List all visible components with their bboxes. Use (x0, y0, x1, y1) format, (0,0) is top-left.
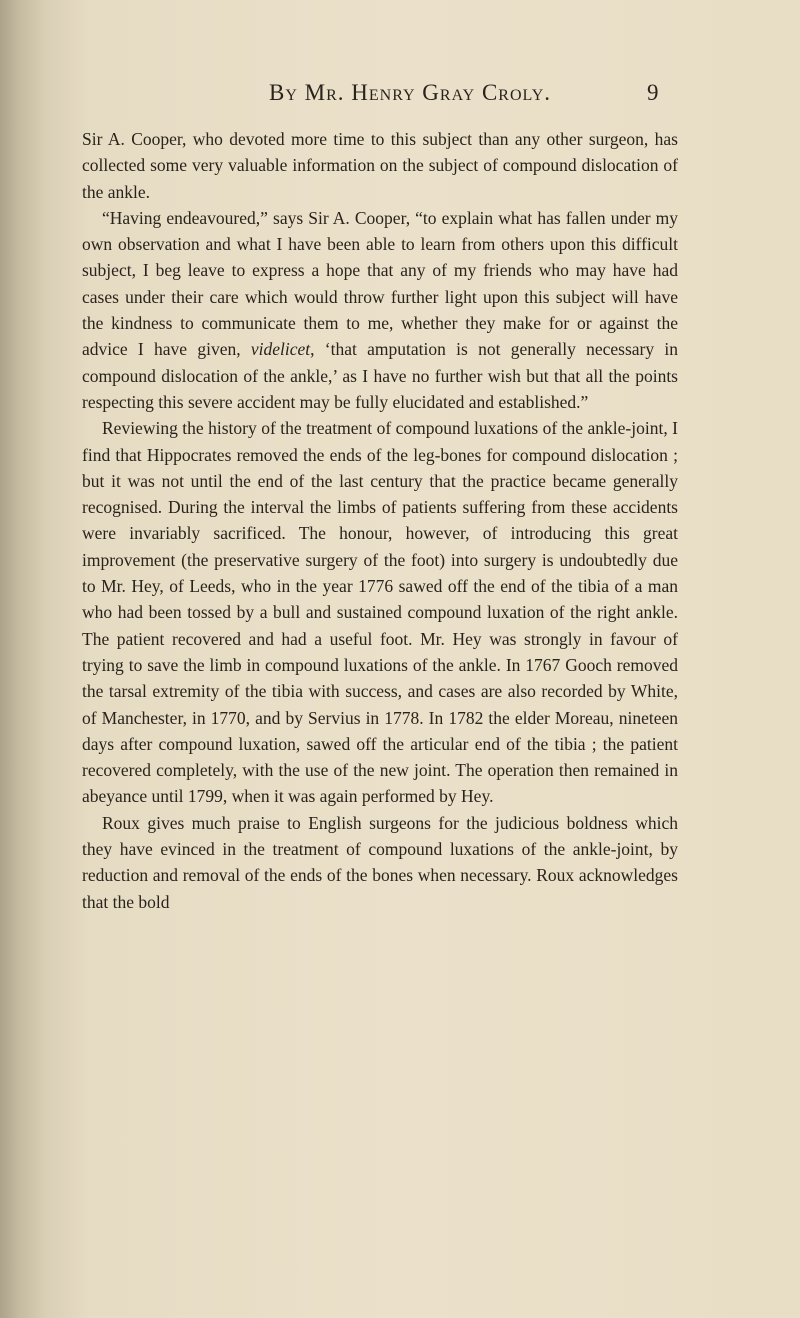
paragraph-cooper-intro: Sir A. Cooper, who devoted more time to this subject than any other surgeon, has collected some very valuable information on the subject of compound dislocation of the ankle. (82, 129, 678, 202)
quote-text-after: , ‘that amputation is not generally necessary in compound dislocation of the ankle,’ as I have no further wish but that all the points respecting this severe accident may be fully elucidated and established.” (82, 339, 679, 412)
paragraph-roux: Roux gives much praise to English surgeons for the judicious boldness which they have evinced in the treatment of compound luxations of the ankle-joint, by reduction and removal of the ends of the bones when necessary. Roux acknowledges that the bold (82, 812, 678, 912)
paragraph-history: Reviewing the history of the treatment of compound luxations of the ankle-joint, I find that Hippocrates removed the ends of the leg-bones for compound dislocation ; but it was not until the end of the last century that the practice became generally recognised. During the interval the limbs of patients suffering from these accidents were invariably sacrificed. The honour, however, of introducing this great improvement (the preservative surgery of the foot) into surgery is undoubtedly due to Mr. Hey, of Leeds, who in the year 1776 sawed off the end of the tibia of a man who had been tossed by a bull and sustained compound luxation of the right ankle. The patient recovered and had a useful foot. Mr. Hey was strongly in favour of trying to save the limb in compound luxations of the ankle. In 1767 Gooch removed the tarsal extremity of the tibia with success, and cases are also recorded by White, of Manchester, in 1770, and by Servius in 1778. In 1782 the elder Moreau, nineteen days after compound luxation, sawed off the articular end of the tibia ; the patient recovered completely, with the use of the new joint. The operation then remained in abeyance until 1799, when it was again performed by Hey. (82, 418, 678, 807)
page-number: 9 (647, 80, 659, 105)
page-body (82, 126, 678, 915)
italic-videlicet: videlicet (250, 339, 311, 360)
quote-text-before: “Having endeavoured,” says Sir A. Cooper, “to explain what has fallen under my own observation and what I have been able to learn from others upon this difficult subject, I beg leave to express a hope that any of my friends who may have had cases under their care which would throw further light upon this subject will have the kindness to communicate them to me, whether they make for or against the advice I have given, (82, 207, 678, 360)
binding-gutter-shadow (0, 0, 46, 1318)
running-head: By Mr. Henry Gray Croly. (268, 80, 552, 105)
paragraph-cooper-quote (82, 205, 678, 415)
page-header (0, 80, 800, 116)
